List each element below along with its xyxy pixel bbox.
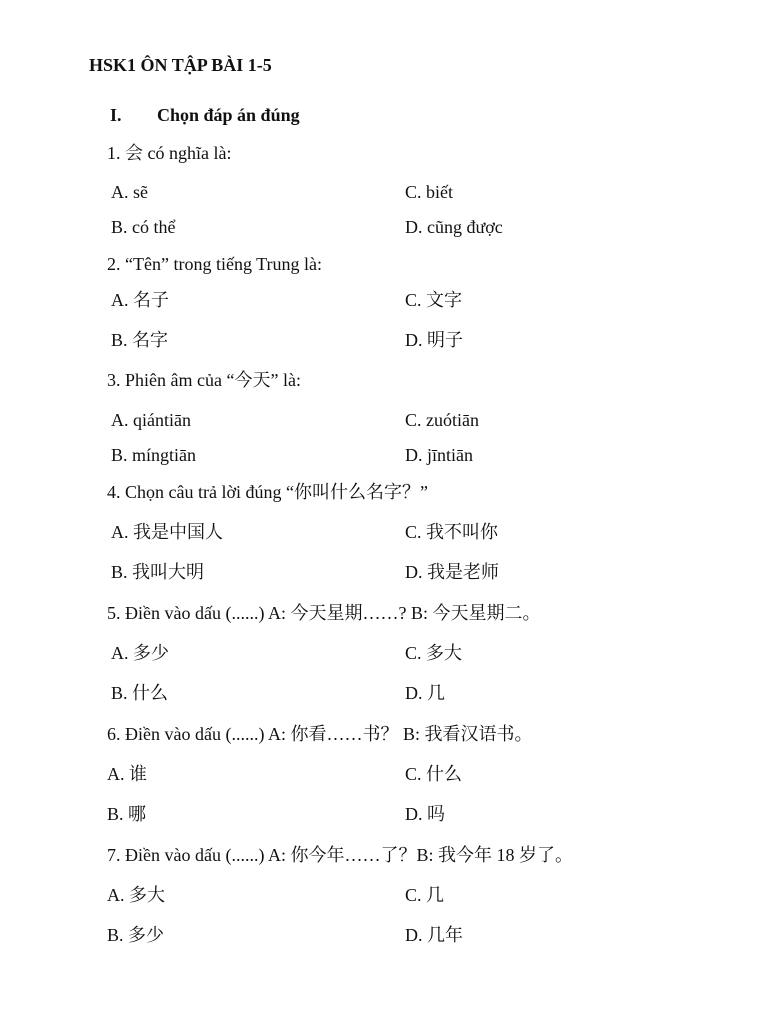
- option-c: C. 我不叫你: [405, 522, 499, 542]
- option-c: C. zuótiān: [405, 410, 479, 430]
- option-a: A. 谁: [107, 764, 147, 784]
- page-title: HSK1 ÔN TẬP BÀI 1-5: [89, 55, 272, 75]
- option-b: B. míngtiān: [111, 445, 196, 465]
- option-a: A. 我是中国人: [111, 522, 223, 542]
- option-d: D. 几: [405, 683, 445, 703]
- question-prompt: 5. Điền vào dấu (......) A: 今天星期……? B: 今天星期二。: [107, 603, 541, 623]
- option-b: B. có thể: [111, 217, 176, 237]
- option-a: A. sẽ: [111, 182, 148, 202]
- question-prompt: 7. Điền vào dấu (......) A: 你今年……了？B: 我今年 18 岁了。: [107, 845, 573, 865]
- question-prompt: 2. “Tên” trong tiếng Trung là:: [107, 254, 322, 274]
- option-c: C. biết: [405, 182, 453, 202]
- option-a: A. 多大: [107, 885, 165, 905]
- option-b: B. 哪: [107, 804, 147, 824]
- option-a: A. 名子: [111, 290, 169, 310]
- option-b: B. 名字: [111, 330, 169, 350]
- option-d: D. 明子: [405, 330, 463, 350]
- option-d: D. 吗: [405, 804, 445, 824]
- option-d: D. 我是老师: [405, 562, 499, 582]
- section-heading: [110, 105, 300, 126]
- question-prompt: 1. 会 có nghĩa là:: [107, 143, 232, 163]
- option-c: C. 多大: [405, 643, 463, 663]
- section-heading-text: Chọn đáp án đúng: [157, 105, 300, 125]
- option-c: C. 什么: [405, 764, 463, 784]
- section-numeral: I.: [110, 105, 122, 125]
- option-d: D. 几年: [405, 925, 463, 945]
- option-d: D. cũng được: [405, 217, 503, 237]
- option-b: B. 我叫大明: [111, 562, 205, 582]
- option-c: C. 文字: [405, 290, 463, 310]
- question-prompt: 3. Phiên âm của “今天” là:: [107, 370, 301, 390]
- option-b: B. 什么: [111, 683, 169, 703]
- option-a: A. 多少: [111, 643, 169, 663]
- option-c: C. 几: [405, 885, 445, 905]
- option-d: D. jīntiān: [405, 445, 473, 465]
- question-prompt: 4. Chọn câu trả lời đúng “你叫什么名字？”: [107, 482, 428, 502]
- question-prompt: 6. Điền vào dấu (......) A: 你看……书？ B: 我看汉语书。: [107, 724, 533, 744]
- option-b: B. 多少: [107, 925, 165, 945]
- option-a: A. qiántiān: [111, 410, 191, 430]
